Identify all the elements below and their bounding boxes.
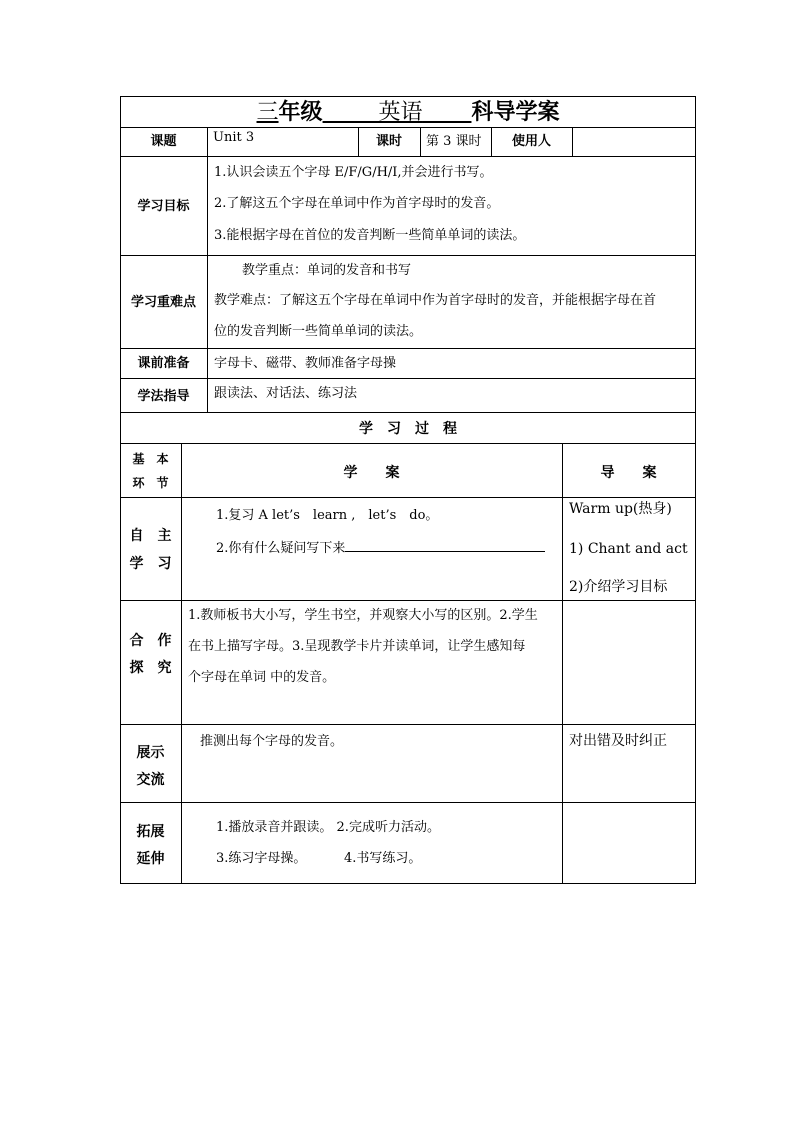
self-study-guide-1: Warm up(热身) — [569, 501, 672, 517]
cooperation-line-1: 1.教师板书大小写，学生书空，并观察大小写的区别。2.学生 — [188, 608, 538, 623]
cooperation-label-1: 合 作 — [129, 633, 172, 649]
user-label: 使用人 — [511, 134, 551, 149]
process-header: 学 习 过 程 — [359, 421, 457, 437]
title-subject: 英语 — [378, 100, 423, 125]
self-study-item-2: 2.你有什么疑问写下来 — [216, 538, 545, 557]
objective-item: 3.能根据字母在首位的发音判断一些简单单词的读法。 — [214, 228, 526, 243]
self-study-label-2: 学 习 — [129, 556, 172, 572]
cooperation-line-2: 在书上描写字母。3.呈现教学卡片并读单词，让学生感知每 — [188, 639, 526, 654]
self-study-item-1: 1.复习 A let’s learn , let’s do。 — [216, 508, 439, 523]
key-points-label: 学习重难点 — [130, 295, 196, 310]
cooperation-line-3: 个字母在单词 中的发音。 — [188, 670, 336, 685]
display-text: 推测出每个字母的发音。 — [200, 734, 344, 749]
objective-item: 2.了解这五个字母在单词中作为首字母时的发音。 — [214, 196, 500, 211]
page-title — [121, 97, 695, 127]
key-point-focus: 教学重点：单词的发音和书写 — [242, 263, 412, 278]
preparation-label: 课前准备 — [137, 356, 190, 371]
display-guide: 对出错及时纠正 — [569, 733, 667, 749]
self-study-guide-3: 2)介绍学习目标 — [569, 579, 668, 595]
extension-label-1: 拓展 — [136, 824, 165, 840]
objectives-label: 学习目标 — [137, 199, 190, 214]
plan-header: 学 案 — [343, 465, 400, 481]
extension-line-2a: 3.练习字母操。 — [216, 851, 307, 866]
key-point-difficulty: 教学难点：了解这五个字母在单词中作为首字母时的发音，并能根据字母在首 — [214, 293, 657, 308]
title-suffix: 科导学案 — [471, 99, 560, 125]
self-study-guide-2: 1) Chant and act — [569, 541, 688, 557]
display-label-2: 交流 — [136, 772, 165, 788]
method-value: 跟读法、对话法、练习法 — [214, 386, 358, 401]
topic-label: 课题 — [150, 134, 177, 149]
extension-line-2b: 4.书写练习。 — [344, 851, 422, 866]
cooperation-label-2: 探 究 — [129, 660, 172, 676]
title-grade-suffix: 年级 — [278, 99, 323, 125]
stage-header-line2: 环 节 — [132, 476, 169, 490]
extension-line-1: 1.播放录音并跟读。 2.完成听力活动。 — [216, 820, 440, 835]
method-label: 学法指导 — [137, 389, 190, 404]
topic-value: Unit 3 — [213, 130, 255, 145]
guide-header: 导 案 — [600, 465, 657, 481]
period-label: 课时 — [375, 134, 402, 149]
stage-header-line1: 基 本 — [132, 452, 169, 466]
display-label-1: 展示 — [136, 745, 165, 761]
preparation-value: 字母卡、磁带、教师准备字母操 — [214, 356, 397, 371]
period-value: 第 3 课时 — [426, 134, 482, 149]
key-point-difficulty-cont: 位的发音判断一些简单单词的读法。 — [214, 324, 423, 339]
title-grade: 三 — [256, 100, 279, 125]
self-study-label-1: 自 主 — [129, 528, 172, 544]
objective-item: 1.认识会读五个字母 E/F/G/H/I,并会进行书写。 — [214, 165, 493, 180]
extension-label-2: 延伸 — [136, 851, 165, 867]
